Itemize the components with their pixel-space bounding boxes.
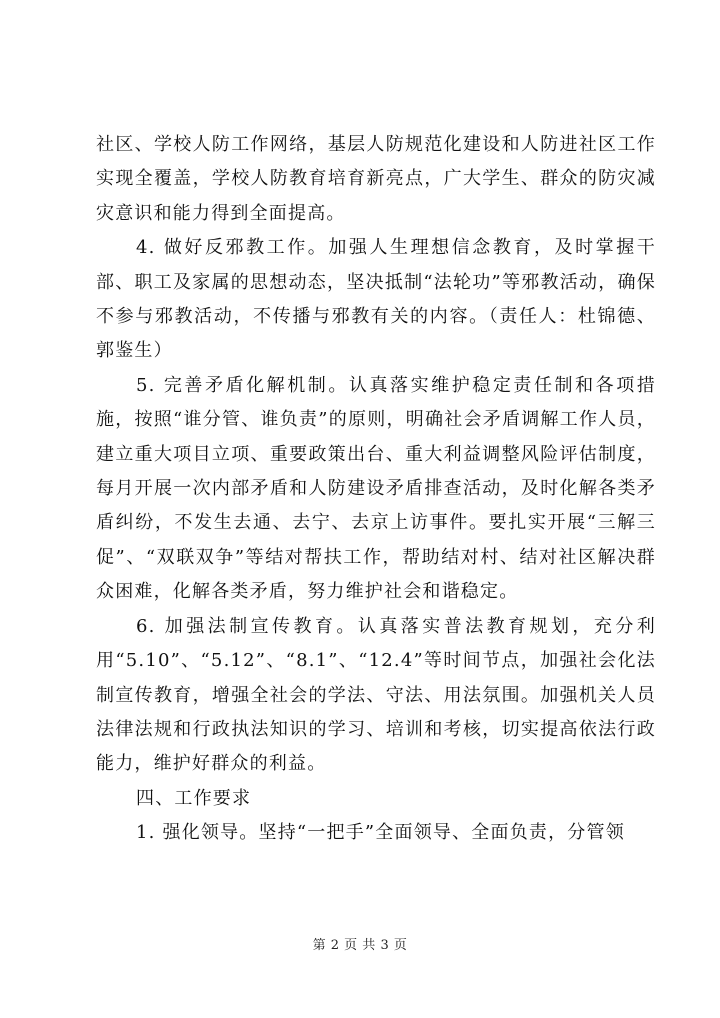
- document-body: [96, 128, 656, 851]
- paragraph-conflict-resolution: 5. 完善矛盾化解机制。认真落实维护稳定责任制和各项措施，按照“谁分管、谁负责”的原则，明确社会矛盾调解工作人员，建立重大项目立项、重要政策出台、重大利益调整风险评估制度，每月开展一次内部矛盾和人防建设矛盾排查活动，及时化解各类矛盾纠纷，不发生去通、去宁、去京上访事件。要扎实开展“三解三促”、“双联双争”等结对帮扶工作，帮助结对村、结对社区解决群众困难，化解各类矛盾，努力维护社会和谐稳定。: [96, 374, 656, 603]
- paragraph-anti-cult-work: 4. 做好反邪教工作。加强人生理想信念教育，及时掌握干部、职工及家属的思想动态，坚决抵制“法轮功”等邪教活动，确保不参与邪教活动，不传播与邪教有关的内容。（责任人：杜锦德、郭鉴生）: [96, 237, 656, 362]
- paragraph-legal-education: 6. 加强法制宣传教育。认真落实普法教育规划，充分利用“5.10”、“5.12”、“8.1”、“12.4”等时间节点，加强社会化法制宣传教育，增强全社会的学法、守法、用法氛围。加强机关人员法律法规和行政执法知识的学习、培训和考核，切实提高依法行政能力，维护好群众的利益。: [96, 615, 656, 775]
- paragraph-strengthen-leadership: 1. 强化领导。坚持“一把手”全面领导、全面负责，分管领: [136, 822, 625, 844]
- paragraph-continuation: 社区、学校人防工作网络，基层人防规范化建设和人防进社区工作实现全覆盖，学校人防教育培育新亮点，广大学生、群众的防灾减灾意识和能力得到全面提高。: [96, 134, 656, 224]
- page-footer: 第 2 页 共 3 页: [312, 938, 408, 953]
- section-heading: 四、工作要求: [136, 787, 252, 809]
